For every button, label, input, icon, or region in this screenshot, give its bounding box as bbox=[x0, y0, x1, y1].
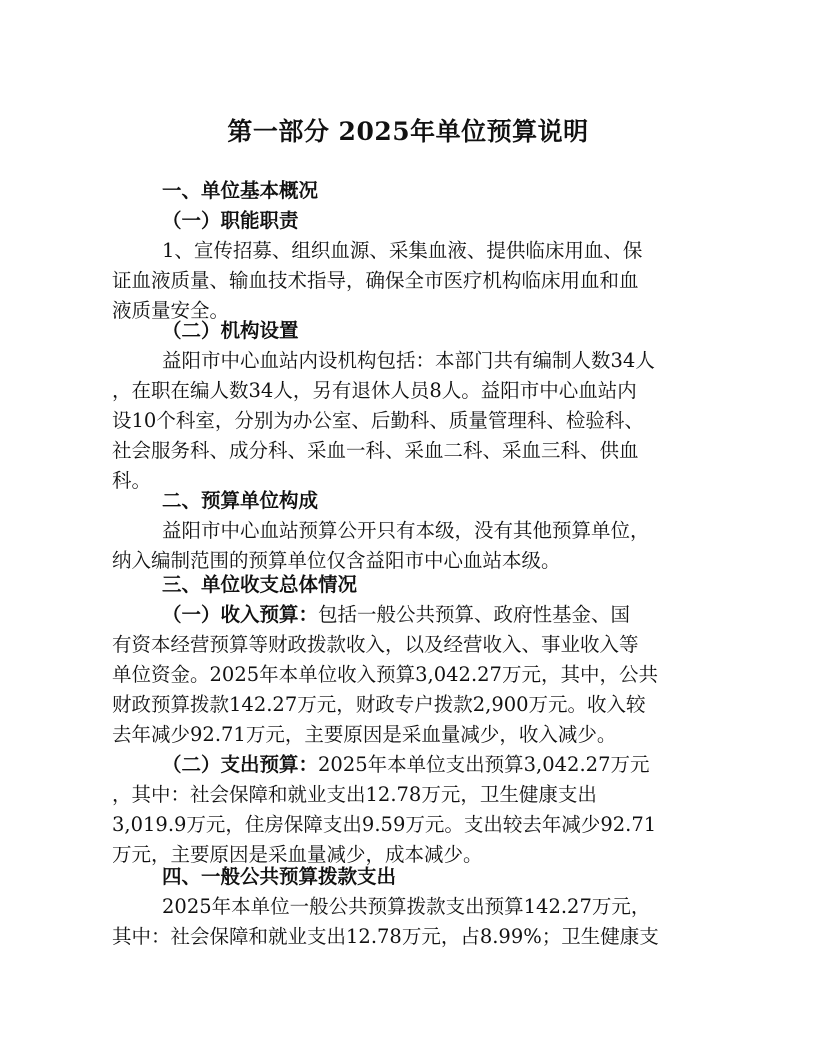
paragraph-line-expense bbox=[162, 750, 762, 780]
income-first-text: 包括一般公共预算、政府性基金、国 bbox=[318, 603, 631, 626]
subsection-heading-functions: （一）职能职责 bbox=[162, 209, 299, 232]
paragraph-line: 证血液质量、输血技术指导，确保全市医疗机构临床用血和血 bbox=[112, 269, 639, 292]
subsection-heading-organization: （二）机构设置 bbox=[162, 319, 299, 342]
paragraph-line: 液质量安全。 bbox=[112, 299, 230, 322]
expense-first-text: 2025年本单位支出预算3,042.27万元 bbox=[318, 753, 650, 776]
paragraph-line: ，在职在编人数34人，另有退休人员8人。益阳市中心血站内 bbox=[112, 379, 637, 402]
paragraph-line: 万元，主要原因是采血量减少，成本减少。 bbox=[112, 843, 483, 866]
paragraph-line: 有资本经营预算等财政拨款收入，以及经营收入、事业收入等 bbox=[112, 633, 639, 656]
section-heading-1: 一、单位基本概况 bbox=[162, 179, 319, 202]
expense-label: （二）支出预算： bbox=[162, 753, 319, 776]
paragraph-line: 2025年本单位一般公共预算拨款支出预算142.27万元， bbox=[162, 895, 651, 918]
paragraph-line: 去年减少92.71万元，主要原因是采血量减少，收入减少。 bbox=[112, 723, 617, 746]
paragraph-line: 社会服务科、成分科、采血一科、采血二科、采血三科、供血 bbox=[112, 439, 639, 462]
paragraph-line: ，其中：社会保障和就业支出12.78万元，卫生健康支出 bbox=[112, 783, 597, 806]
paragraph-line: 益阳市中心血站预算公开只有本级，没有其他预算单位， bbox=[162, 519, 650, 542]
section-heading-3: 三、单位收支总体情况 bbox=[162, 573, 358, 596]
paragraph-line: 财政预算拨款142.27万元，财政专户拨款2,900万元。收入较 bbox=[112, 693, 646, 716]
income-label: （一）收入预算： bbox=[162, 603, 319, 626]
paragraph-line: 益阳市中心血站内设机构包括：本部门共有编制人数34人 bbox=[162, 349, 655, 372]
paragraph-line-income bbox=[162, 600, 762, 630]
paragraph-line: 单位资金。2025年本单位收入预算3,042.27万元，其中，公共 bbox=[112, 663, 658, 686]
paragraph-line: 设10个科室，分别为办公室、后勤科、质量管理科、检验科、 bbox=[112, 409, 644, 432]
section-heading-2: 二、预算单位构成 bbox=[162, 489, 319, 512]
paragraph-line: 纳入编制范围的预算单位仅含益阳市中心血站本级。 bbox=[112, 549, 561, 572]
section-heading-4: 四、一般公共预算拨款支出 bbox=[162, 865, 397, 888]
paragraph-line: 科。 bbox=[112, 469, 152, 492]
paragraph-line: 3,019.9万元，住房保障支出9.59万元。支出较去年减少92.71 bbox=[112, 813, 657, 836]
page-title: 第一部分 2025年单位预算说明 bbox=[227, 117, 589, 146]
paragraph-line: 其中：社会保障和就业支出12.78万元，占8.99%；卫生健康支 bbox=[112, 925, 659, 948]
paragraph-line: 1、宣传招募、组织血源、采集血液、提供临床用血、保 bbox=[162, 239, 643, 262]
